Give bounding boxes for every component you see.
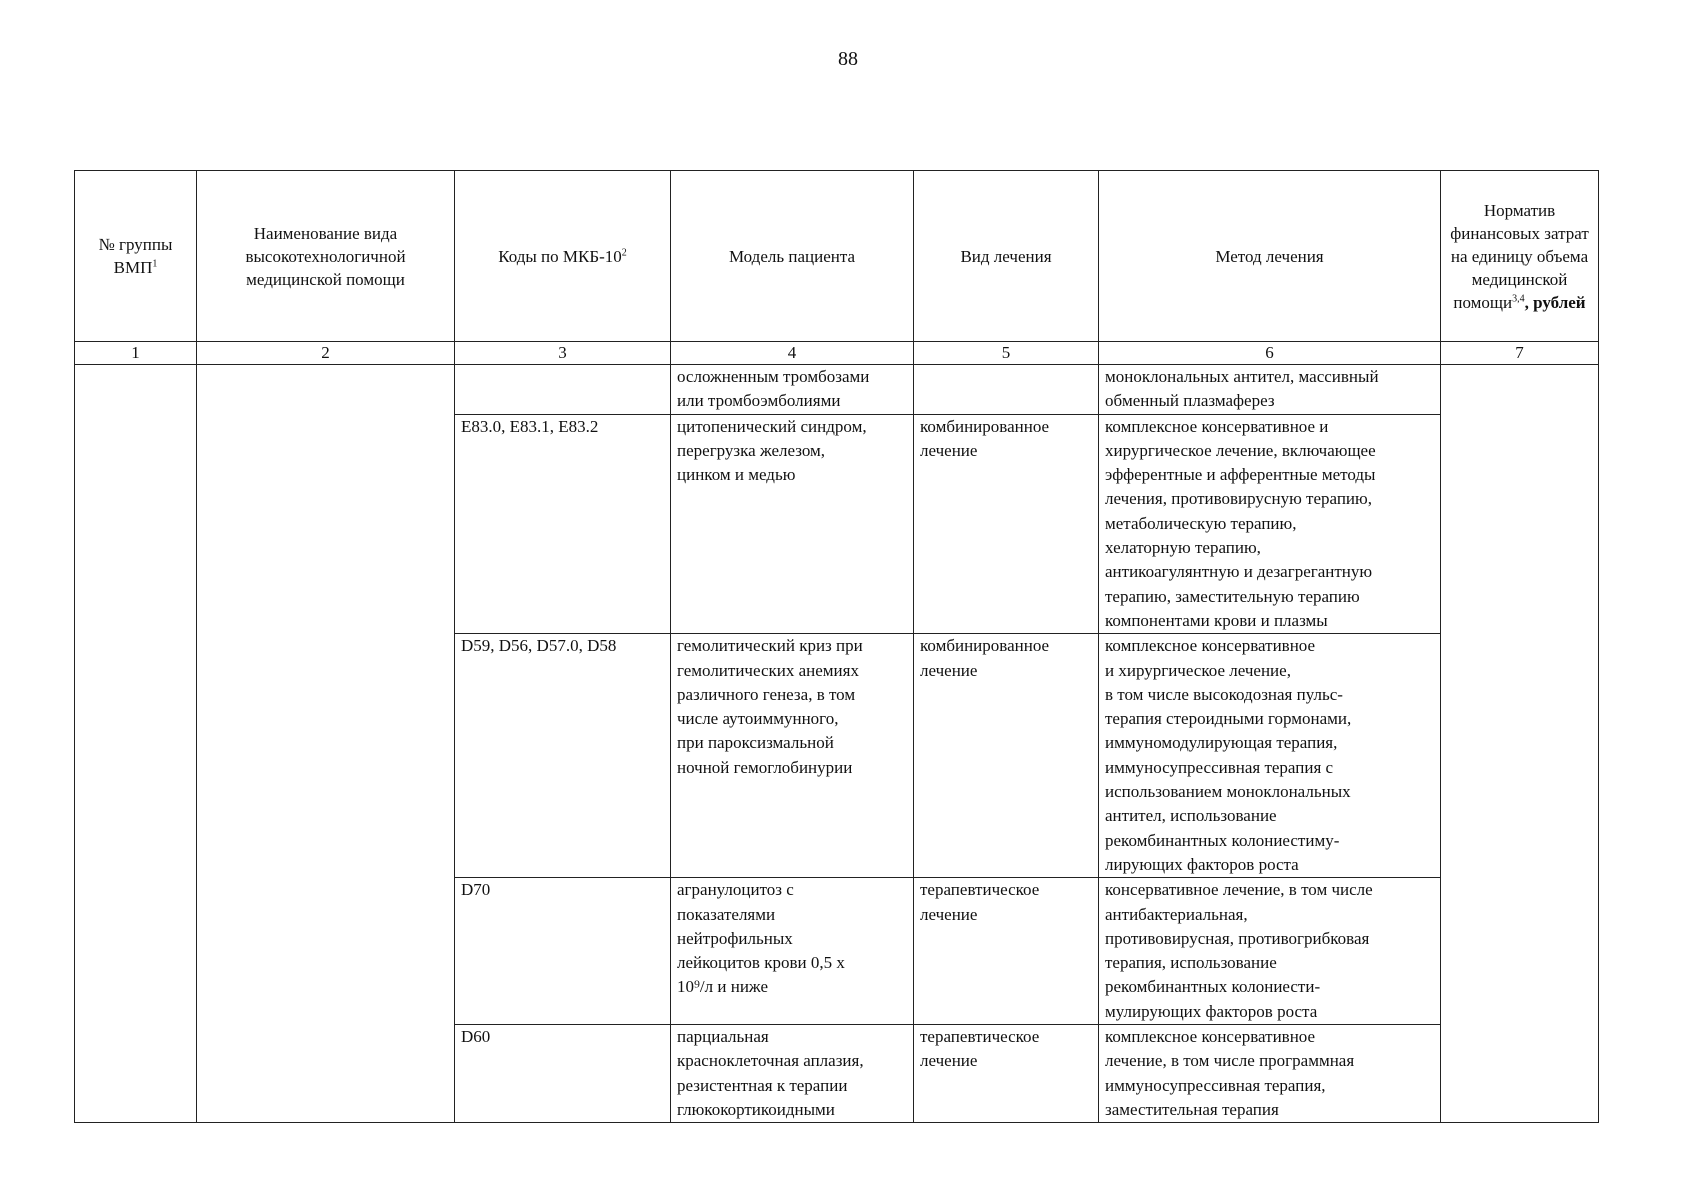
header-row (75, 171, 1599, 342)
header-icd-codes: Коды по МКБ-$10^2$ (455, 171, 671, 342)
patient-model-cell: агранулоцитоз с показателями нейтрофильных лейкоцитов крови 0,5 х 10⁹/л и ниже (671, 878, 914, 1025)
header-group-number: № группы ВМП$^1$ (75, 171, 197, 342)
header-treatment-type: Вид лечения (914, 171, 1099, 342)
column-number: 1 (75, 342, 197, 365)
patient-model-cell: парциальная красноклеточная аплазия, резистентная к терапии глюкокортикоидными (671, 1025, 914, 1123)
table-row (75, 365, 1599, 415)
column-number-row (75, 342, 1599, 365)
column-number: 5 (914, 342, 1099, 365)
icd-codes-cell (455, 365, 671, 415)
treatment-type-cell: комбинированное лечение (914, 414, 1099, 634)
treatment-method-cell: консервативное лечение, в том числе антибактериальная, противовирусная, противогрибковая терапия, использование рекомбинантных колониести- мулирующих факторов роста (1099, 878, 1441, 1025)
header-care-type: Наименование вида высокотехнологичной медицинской помощи (197, 171, 455, 342)
treatment-type-cell (914, 365, 1099, 415)
treatment-method-cell: моноклональных антител, массивный обменный плазмаферез (1099, 365, 1441, 415)
icd-codes-cell: D60 (455, 1025, 671, 1123)
care-type-cell (197, 365, 455, 1123)
group-number-cell (75, 365, 197, 1123)
patient-model-cell: цитопенический синдром, перегрузка железом, цинком и медью (671, 414, 914, 634)
vmp-table (74, 170, 1599, 1123)
icd-codes-cell: D59, D56, D57.0, D58 (455, 634, 671, 878)
cost-standard-cell (1441, 365, 1599, 1123)
treatment-type-cell: терапевтическое лечение (914, 878, 1099, 1025)
patient-model-cell: осложненным тромбозами или тромбоэмболиями (671, 365, 914, 415)
treatment-method-cell: комплексное консервативное и хирургическое лечение, включающее эфферентные и афферентные методы лечения, противовирусную терапию, метаболическую терапию, хелаторную терапию, антикоагулянтную и дезагрегантную терапию, заместительную терапию компонентами крови и плазмы (1099, 414, 1441, 634)
icd-codes-cell: D70 (455, 878, 671, 1025)
column-number: 4 (671, 342, 914, 365)
treatment-method-cell: комплексное консервативное и хирургическое лечение, в том числе высокодозная пульс- терапия стероидными гормонами, иммуномодулирующая терапия, иммуносупрессивная терапия с использованием моноклональных антител, использование рекомбинантных колониестиму- лирующих факторов роста (1099, 634, 1441, 878)
column-number: 6 (1099, 342, 1441, 365)
patient-model-cell: гемолитический криз при гемолитических анемиях различного генеза, в том числе аутоиммунного, при пароксизмальной ночной гемоглобинурии (671, 634, 914, 878)
icd-codes-cell: E83.0, E83.1, E83.2 (455, 414, 671, 634)
page-number: 88 (838, 48, 858, 70)
header-cost-standard: Норматив финансовых затрат на единицу объема медицинской помощи$^{3,4}$, рублей (1441, 171, 1599, 342)
treatment-method-cell: комплексное консервативное лечение, в том числе программная иммуносупрессивная терапия, заместительная терапия (1099, 1025, 1441, 1123)
header-treatment-method: Метод лечения (1099, 171, 1441, 342)
treatment-type-cell: терапевтическое лечение (914, 1025, 1099, 1123)
column-number: 7 (1441, 342, 1599, 365)
header-patient-model: Модель пациента (671, 171, 914, 342)
treatment-type-cell: комбинированное лечение (914, 634, 1099, 878)
column-number: 3 (455, 342, 671, 365)
column-number: 2 (197, 342, 455, 365)
